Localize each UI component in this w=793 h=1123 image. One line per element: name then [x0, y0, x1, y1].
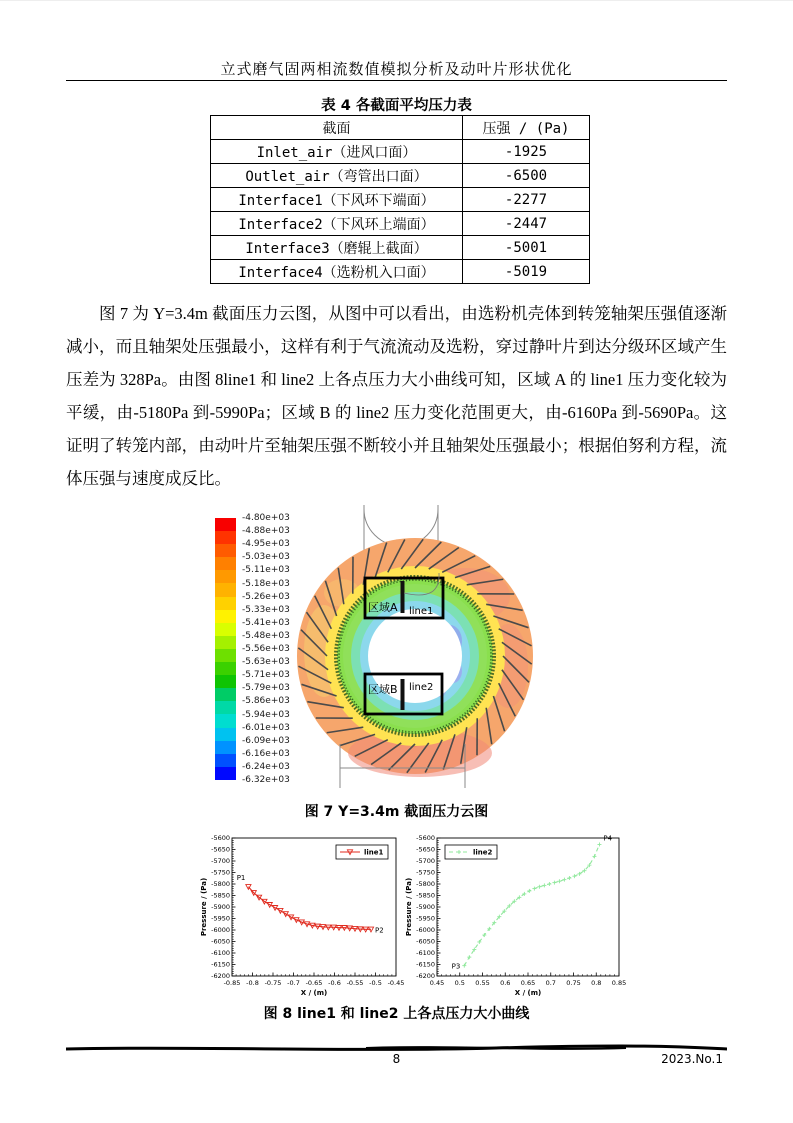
y-tick-label: -6000 [416, 926, 435, 934]
colorbar-tick-label: -4.80e+03 [242, 513, 290, 523]
colorbar-tick-label: -4.88e+03 [242, 526, 290, 536]
series-line [464, 844, 599, 965]
table-row [211, 188, 590, 212]
y-tick-label: -5900 [211, 903, 230, 911]
x-tick-label: -0.65 [306, 979, 323, 987]
y-tick-label: -5800 [211, 880, 230, 888]
colorbar-segment [215, 741, 236, 754]
colorbar-tick-label: -5.79e+03 [242, 683, 290, 693]
colorbar-segment [215, 531, 236, 544]
table-cell: Inlet_air（进风口面） [211, 140, 463, 164]
colorbar-tick-label: -6.24e+03 [242, 762, 290, 772]
pressure-table [210, 115, 590, 284]
x-tick-label: -0.6 [328, 979, 341, 987]
x-axis-label: X / (m) [515, 989, 542, 997]
y-tick-label: -5800 [416, 880, 435, 888]
line2-chart [400, 831, 640, 1001]
y-tick-label: -5950 [416, 915, 435, 923]
contour-figure [280, 501, 550, 801]
legend-label: line2 [473, 849, 493, 857]
colorbar-segment [215, 754, 236, 767]
colorbar-segment [215, 688, 236, 701]
colorbar-tick-label: -5.26e+03 [242, 592, 290, 602]
colorbar-segment [215, 767, 236, 780]
y-tick-label: -5600 [211, 834, 230, 842]
x-tick-label: -0.55 [347, 979, 364, 987]
x-tick-label: 0.7 [546, 979, 556, 987]
y-tick-label: -5650 [211, 846, 230, 854]
colorbar-segment [215, 636, 236, 649]
x-tick-label: 0.8 [591, 979, 601, 987]
colorbar-tick-label: -5.11e+03 [242, 565, 290, 575]
y-axis-label: Pressure / (Pa) [200, 878, 208, 936]
table-row [211, 140, 590, 164]
colorbar-segment [215, 675, 236, 688]
table-cell: 压强 / (Pa) [463, 116, 590, 140]
colorbar-tick-label: -6.32e+03 [242, 775, 290, 785]
y-tick-label: -6200 [416, 972, 435, 980]
y-tick-label: -5850 [211, 892, 230, 900]
table-cell: Interface1（下风环下端面） [211, 188, 463, 212]
x-tick-label: 0.55 [475, 979, 489, 987]
table-row [211, 236, 590, 260]
region-a-label: 区域A [368, 600, 398, 614]
x-tick-label: -0.75 [265, 979, 282, 987]
colorbar-tick-label: -5.86e+03 [242, 696, 290, 706]
point-label: P2 [375, 926, 384, 934]
colorbar-tick-label: -5.41e+03 [242, 618, 290, 628]
y-tick-label: -5850 [416, 892, 435, 900]
colorbar-tick-label: -4.95e+03 [242, 539, 290, 549]
figure7-caption: 图 7 Y=3.4m 截面压力云图 [0, 801, 793, 821]
colorbar-segment [215, 701, 236, 714]
table-cell: Interface4（选粉机入口面） [211, 260, 463, 284]
x-tick-label: -0.5 [369, 979, 382, 987]
x-tick-label: -0.8 [246, 979, 259, 987]
colorbar-tick-label: -5.03e+03 [242, 552, 290, 562]
y-tick-label: -5750 [211, 869, 230, 877]
colorbar [215, 518, 236, 780]
running-header-title: 立式磨气固两相流数值模拟分析及动叶片形状优化 [0, 58, 793, 79]
y-tick-label: -6200 [211, 972, 230, 980]
y-tick-label: -6050 [416, 938, 435, 946]
x-tick-label: -0.85 [224, 979, 241, 987]
y-tick-label: -6150 [211, 961, 230, 969]
table-cell: -2447 [463, 212, 590, 236]
colorbar-tick-label: -5.18e+03 [242, 579, 290, 589]
x-tick-label: 0.85 [612, 979, 626, 987]
region-b-label: 区域B [368, 682, 398, 696]
colorbar-segment [215, 610, 236, 623]
colorbar-tick-label: -5.63e+03 [242, 657, 290, 667]
table4-caption: 表 4 各截面平均压力表 [0, 94, 793, 115]
y-axis-label: Pressure / (Pa) [405, 878, 413, 936]
colorbar-segment [215, 728, 236, 741]
colorbar-tick-label: -6.16e+03 [242, 749, 290, 759]
y-tick-label: -5650 [416, 846, 435, 854]
colorbar-tick-label: -5.33e+03 [242, 605, 290, 615]
y-tick-label: -6100 [211, 949, 230, 957]
colorbar-segment [215, 583, 236, 596]
table-row [211, 212, 590, 236]
header-rule [66, 80, 727, 81]
colorbar-tick-label: -5.71e+03 [242, 670, 290, 680]
x-tick-label: -0.45 [388, 979, 405, 987]
figure8-caption: 图 8 line1 和 line2 上各点压力大小曲线 [0, 1003, 793, 1023]
issue-label: 2023.No.1 [661, 1052, 723, 1066]
table-cell: Interface3（磨辊上截面） [211, 236, 463, 260]
point-label: P3 [452, 963, 461, 971]
y-tick-label: -5600 [416, 834, 435, 842]
line1-annotation: line1 [409, 606, 433, 617]
x-tick-label: 0.45 [430, 979, 444, 987]
table-cell: -2277 [463, 188, 590, 212]
table-cell: Outlet_air（弯管出口面） [211, 164, 463, 188]
colorbar-segment [215, 518, 236, 531]
table-cell: Interface2（下风环上端面） [211, 212, 463, 236]
colorbar-tick-label: -5.56e+03 [242, 644, 290, 654]
table-cell: -1925 [463, 140, 590, 164]
x-axis-label: X / (m) [301, 989, 328, 997]
table-cell: -5019 [463, 260, 590, 284]
line2-annotation: line2 [409, 682, 433, 693]
point-label: P4 [603, 834, 612, 842]
y-tick-label: -5950 [211, 915, 230, 923]
y-tick-label: -6150 [416, 961, 435, 969]
x-tick-label: 0.5 [455, 979, 465, 987]
point-label: P1 [237, 874, 246, 882]
table-cell: 截面 [211, 116, 463, 140]
table-cell: -6500 [463, 164, 590, 188]
x-tick-label: 0.6 [500, 979, 510, 987]
colorbar-segment [215, 649, 236, 662]
colorbar-tick-label: -5.48e+03 [242, 631, 290, 641]
colorbar-segment [215, 714, 236, 727]
y-tick-label: -5700 [211, 857, 230, 865]
y-tick-label: -5700 [416, 857, 435, 865]
page-number: 8 [0, 1052, 793, 1066]
colorbar-segment [215, 570, 236, 583]
x-tick-label: -0.7 [287, 979, 300, 987]
y-tick-label: -6100 [416, 949, 435, 957]
legend-label: line1 [364, 849, 384, 857]
colorbar-tick-label: -6.09e+03 [242, 736, 290, 746]
line1-chart [180, 831, 415, 1001]
colorbar-segment [215, 557, 236, 570]
y-tick-label: -5750 [416, 869, 435, 877]
colorbar-segment [215, 597, 236, 610]
y-tick-label: -5900 [416, 903, 435, 911]
colorbar-tick-label: -6.01e+03 [242, 723, 290, 733]
x-tick-label: 0.65 [521, 979, 535, 987]
y-tick-label: -6050 [211, 938, 230, 946]
table-row [211, 164, 590, 188]
x-tick-label: 0.75 [566, 979, 580, 987]
colorbar-segment [215, 544, 236, 557]
table-row [211, 260, 590, 284]
table-cell: -5001 [463, 236, 590, 260]
colorbar-segment [215, 662, 236, 675]
colorbar-tick-label: -5.94e+03 [242, 710, 290, 720]
colorbar-segment [215, 623, 236, 636]
body-paragraph: 图 7 为 Y=3.4m 截面压力云图，从图中可以看出，由选粉机壳体到转笼轴架压强值逐渐减小，而且轴架处压强最小，这样有利于气流流动及选粉，穿过静叶片到达分级环区域产生压差为 328Pa。由图 8line1 和 line2 上各点压力大小曲线可知，区域 A 的 line1 压力变化较为平缓，由-5180Pa 到-5990Pa；区域 B 的 line2 压力变化范围更大，由-6160Pa 到-5690Pa。这证明了转笼内部，由动叶片至轴架压强不断较小并且轴架处压强最小；根据伯努利方程，流体压强与速度成反比。 [66, 297, 727, 495]
table-row [211, 116, 590, 140]
y-tick-label: -6000 [211, 926, 230, 934]
